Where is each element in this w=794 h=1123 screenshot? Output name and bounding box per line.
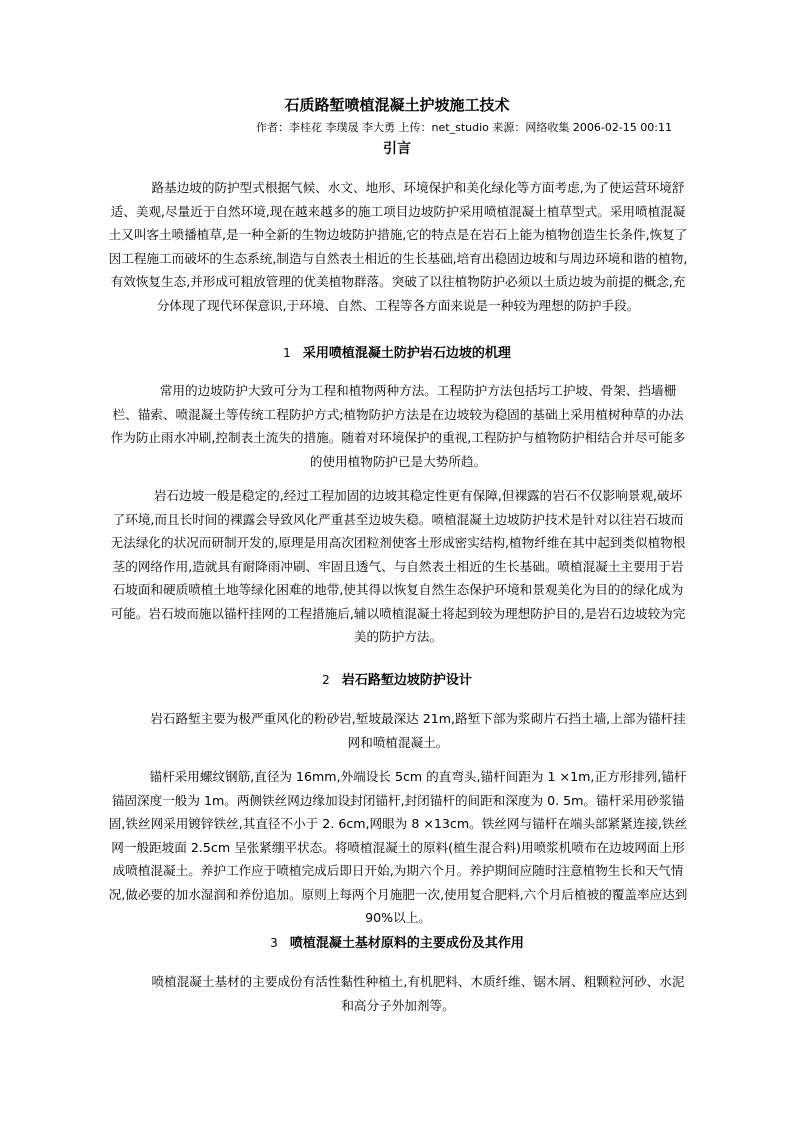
intro-heading: 引言: [383, 141, 411, 157]
section-2-heading: 2 岩石路堑边坡防护设计: [322, 673, 472, 688]
section-3-heading: 3 喷植混凝土基材原料的主要成份及其作用: [270, 936, 524, 951]
section-3-paragraph-1: 喷植混凝土基材的主要成份有活性黏性种植土,有机肥料、木质纤维、锯木屑、粗颗粒河砂、水泥和高分子外加剂等。: [151, 974, 685, 1013]
section-1-paragraph-1: 常用的边坡防护大致可分为工程和植物两种方法。工程防护方法包括圬工护坡、骨架、挡墙栅栏、锚索、喷混凝土等传统工程防护方式;植物防护方法是在边坡较为稳固的基础上采用植树种草的办法作为防止雨水冲刷,控制表土流失的措施。随着对环境保护的重视,工程防护与植物防护相结合并尽可能多的使用植物防护已是大势所趋。: [110, 383, 686, 469]
section-2-paragraph-1: 岩石路堑主要为极严重风化的粉砂岩,堑坡最深达 21m,路堑下部为浆砌片石挡土墙,上部为锚杆挂网和喷植混凝土。: [150, 711, 686, 750]
section-2-paragraph-2: 锚杆采用螺纹钢筋,直径为 16mm,外端设长 5cm 的直弯头,锚杆间距为 1 ×1m,正方形排列,锚杆锚固深度一般为 1m。两侧铁丝网边缘加设封闭锚杆,封闭锚杆的间距和深度为 0. 5m。锚杆采用砂浆锚固,铁丝网采用镀锌铁丝,其直径不小于 2. 6cm,网眼为 8 ×13cm。铁丝网与锚杆在端头部紧紧连接,铁丝网一般距坡面 2.5cm 呈张紧绷平状态。将喷植混凝土的原料(植生混合料)用喷浆机喷布在边坡网面上形成喷植混凝土。养护工作应于喷植完成后即日开始,为期六个月。养护期间应随时注意植物生长和天气情况,做必要的加水湿润和养份追加。原则上每两个月施肥一次,使用复合肥料,六个月后植被的覆盖率应达到 90%以上。: [108, 769, 688, 925]
article-byline: 作者：李桂花 李璞晟 李大勇 上传：net_studio 来源：网络收集 2006-02-15 00:11: [256, 121, 672, 134]
section-1-paragraph-2: 岩石边坡一般是稳定的,经过工程加固的边坡其稳定性更有保障,但裸露的岩石不仅影响景观,破坏了环境,而且长时间的裸露会导致风化严重甚至边坡失稳。喷植混凝土边坡防护技术是针对以往岩石坡而无法绿化的状况而研制开发的,原理是用高次团粒剂使客土形成密实结构,植物纤维在其中起到类似植物根茎的网络作用,造就具有耐降雨冲刷、牢固且透气、与自然表土相近的生长基础。喷植混凝土主要用于岩石坡面和硬质喷植土地等绿化困难的地带,使其得以恢复自然生态保护环境和景观美化为目的的绿化成为可能。岩石坡而施以锚杆挂网的工程措施后,辅以喷植混凝土将起到较为理想防护目的,是岩石边坡较为完美的防护方法。: [110, 488, 686, 644]
article-title: 石质路堑喷植混凝土护坡施工技术: [284, 96, 510, 114]
intro-paragraph: 路基边坡的防护型式根据气候、水文、地形、环境保护和美化绿化等方面考虑,为了使运营环境舒适、美观,尽量近于自然环境,现在越来越多的施工项目边坡防护采用喷植混凝土植草型式。采用喷植混凝土又叫客土喷播植草,是一种全新的生物边坡防护措施,它的特点是在岩石上能为植物创造生长条件,恢复了因工程施工而破坏的生态系统,制造与自然表土相近的生长基础,培育出稳固边坡和与周边环境和谐的植物,有效恢复生态,并形成可粗放管理的优美植物群落。突破了以往植物防护必须以土质边坡为前提的概念,充分体现了现代环保意识,于环境、自然、工程等各方面来说是一种较为理想的防护手段。: [108, 180, 688, 313]
section-1-heading: 1 采用喷植混凝土防护岩石边坡的机理: [283, 346, 511, 361]
